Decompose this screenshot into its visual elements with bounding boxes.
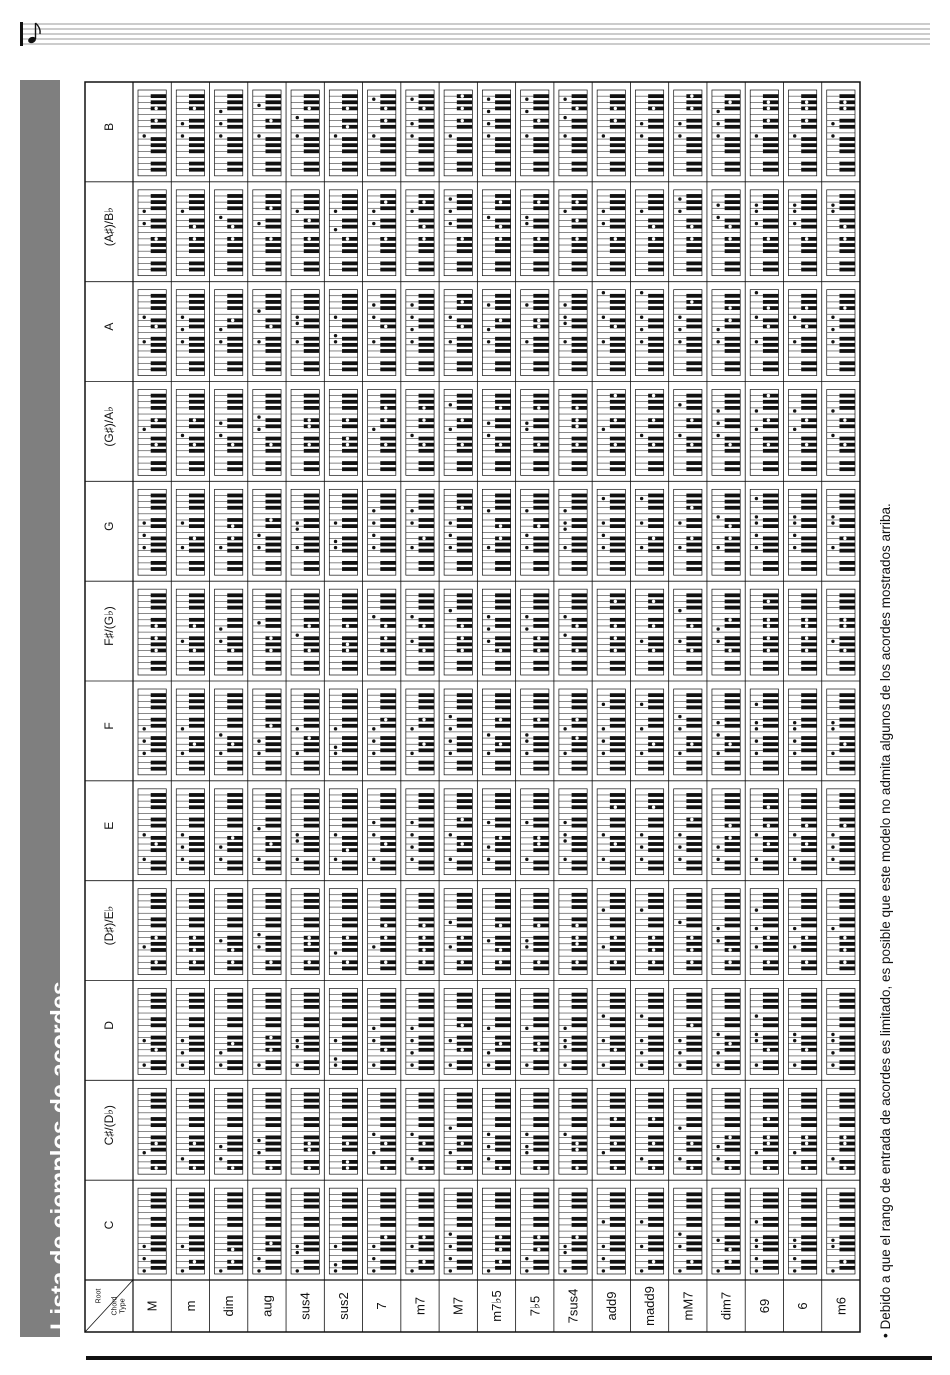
keyboard-diagram (253, 789, 281, 875)
keyboard-diagram (368, 489, 396, 575)
keyboard-diagram (138, 789, 166, 875)
keyboard-diagram (597, 290, 625, 376)
keyboard-diagram (597, 689, 625, 775)
keyboard-diagram (329, 889, 357, 975)
keyboard-diagram (253, 1088, 281, 1174)
keyboard-diagram (712, 290, 740, 376)
keyboard-diagram (444, 290, 472, 376)
chord-type-label: m6 (833, 1296, 849, 1316)
keyboard-diagram (521, 1188, 549, 1274)
keyboard-diagram (750, 789, 778, 875)
keyboard-diagram (712, 989, 740, 1075)
root-label: (A♯)/B♭ (102, 207, 116, 247)
keyboard-diagram (329, 90, 357, 176)
keyboard-diagram (788, 689, 816, 775)
keyboard-diagram (215, 1188, 243, 1274)
keyboard-diagram (635, 190, 663, 276)
keyboard-diagram (291, 589, 319, 675)
keyboard-diagram (750, 989, 778, 1075)
keyboard-diagram (215, 489, 243, 575)
keyboard-diagram (482, 90, 510, 176)
keyboard-diagram (712, 90, 740, 176)
keyboard-diagram (559, 589, 587, 675)
keyboard-diagram (712, 589, 740, 675)
keyboard-diagram (406, 1188, 434, 1274)
keyboard-diagram (253, 989, 281, 1075)
keyboard-diagram (444, 489, 472, 575)
chord-type-label: dim7 (718, 1291, 734, 1321)
keyboard-diagram (406, 190, 434, 276)
keyboard-diagram (215, 90, 243, 176)
keyboard-diagram (215, 390, 243, 476)
keyboard-diagram (138, 589, 166, 675)
keyboard-diagram (329, 489, 357, 575)
keyboard-diagram (176, 489, 204, 575)
keyboard-diagram (750, 689, 778, 775)
keyboard-diagram (444, 190, 472, 276)
keyboard-diagram (750, 589, 778, 675)
chord-type-label: m7 (412, 1296, 428, 1316)
keyboard-diagram (253, 190, 281, 276)
root-label: D (102, 1021, 116, 1030)
keyboard-diagram (635, 789, 663, 875)
keyboard-diagram (406, 789, 434, 875)
keyboard-diagram (291, 489, 319, 575)
keyboard-diagram (788, 489, 816, 575)
keyboard-diagram (176, 789, 204, 875)
keyboard-diagram (368, 1088, 396, 1174)
keyboard-diagram (559, 90, 587, 176)
keyboard-diagram (674, 789, 702, 875)
keyboard-diagram (329, 190, 357, 276)
keyboard-diagram (444, 390, 472, 476)
keyboard-diagram (368, 1188, 396, 1274)
keyboard-diagram (559, 689, 587, 775)
header-chord-label: Chord (111, 1296, 119, 1316)
keyboard-diagram (827, 989, 855, 1075)
keyboard-diagram (635, 589, 663, 675)
keyboard-diagram (482, 989, 510, 1075)
keyboard-diagram (482, 789, 510, 875)
keyboard-diagram (827, 789, 855, 875)
keyboard-diagram (674, 1188, 702, 1274)
root-label: C (102, 1220, 116, 1230)
keyboard-diagram (482, 689, 510, 775)
keyboard-diagram (559, 489, 587, 575)
keyboard-diagram (635, 889, 663, 975)
keyboard-diagram (291, 190, 319, 276)
keyboard-diagram (291, 1088, 319, 1174)
keyboard-diagram (597, 390, 625, 476)
keyboard-diagram (253, 1188, 281, 1274)
keyboard-diagram (750, 889, 778, 975)
keyboard-diagram (444, 889, 472, 975)
keyboard-diagram (559, 789, 587, 875)
keyboard-diagram (521, 889, 549, 975)
keyboard-diagram (482, 290, 510, 376)
keyboard-diagram (291, 689, 319, 775)
keyboard-diagram (635, 1088, 663, 1174)
keyboard-diagram (597, 489, 625, 575)
keyboard-diagram (597, 1188, 625, 1274)
chord-type-label: M (144, 1300, 160, 1312)
chord-type-label: madd9 (642, 1286, 658, 1326)
keyboard-diagram (712, 789, 740, 875)
keyboard-diagram (406, 589, 434, 675)
keyboard-diagram (138, 1188, 166, 1274)
keyboard-diagram (406, 889, 434, 975)
keyboard-diagram (368, 589, 396, 675)
keyboard-diagram (597, 989, 625, 1075)
keyboard-diagram (521, 90, 549, 176)
keyboard-diagram (368, 90, 396, 176)
root-label: G (102, 521, 116, 531)
keyboard-diagram (138, 489, 166, 575)
keyboard-diagram (674, 989, 702, 1075)
keyboard-diagram (329, 689, 357, 775)
keyboard-diagram (635, 989, 663, 1075)
keyboard-diagram (827, 489, 855, 575)
keyboard-diagram (712, 1188, 740, 1274)
keyboard-diagram (559, 989, 587, 1075)
root-label: B (102, 122, 116, 131)
keyboard-diagram (406, 1088, 434, 1174)
keyboard-diagram (329, 789, 357, 875)
keyboard-diagram (750, 489, 778, 575)
chord-type-label: 7 (374, 1302, 390, 1310)
keyboard-diagram (788, 190, 816, 276)
keyboard-diagram (406, 989, 434, 1075)
header-root-label: Root (95, 1288, 103, 1304)
keyboard-diagram (138, 190, 166, 276)
keyboard-diagram (253, 90, 281, 176)
root-label: F (102, 722, 116, 730)
keyboard-diagram (674, 489, 702, 575)
keyboard-diagram (827, 190, 855, 276)
root-label: E (102, 821, 116, 830)
keyboard-diagram (827, 90, 855, 176)
keyboard-diagram (253, 689, 281, 775)
chord-type-label: sus2 (335, 1292, 351, 1320)
keyboard-diagram (176, 390, 204, 476)
keyboard-diagram (750, 190, 778, 276)
keyboard-diagram (329, 1188, 357, 1274)
keyboard-diagram (674, 889, 702, 975)
keyboard-diagram (597, 889, 625, 975)
keyboard-diagram (482, 1188, 510, 1274)
keyboard-diagram (597, 90, 625, 176)
keyboard-diagram (368, 190, 396, 276)
keyboard-diagram (176, 889, 204, 975)
keyboard-diagram (712, 190, 740, 276)
keyboard-diagram (521, 190, 549, 276)
keyboard-diagram (253, 589, 281, 675)
keyboard-diagram (215, 1088, 243, 1174)
keyboard-diagram (827, 1088, 855, 1174)
keyboard-diagram (597, 190, 625, 276)
page-title: Lista de ejemplos de acordes (46, 981, 74, 1330)
chord-type-label: 7♭5 (527, 1295, 543, 1317)
keyboard-diagram (712, 689, 740, 775)
keyboard-diagram (521, 789, 549, 875)
keyboard-diagram (444, 789, 472, 875)
keyboard-diagram (521, 390, 549, 476)
keyboard-diagram (674, 190, 702, 276)
keyboard-diagram (788, 290, 816, 376)
keyboard-diagram (176, 1088, 204, 1174)
keyboard-diagram (138, 290, 166, 376)
keyboard-diagram (827, 290, 855, 376)
keyboard-diagram (788, 90, 816, 176)
keyboard-diagram (444, 90, 472, 176)
keyboard-diagram (444, 1188, 472, 1274)
keyboard-diagram (138, 689, 166, 775)
keyboard-diagram (635, 1188, 663, 1274)
keyboard-diagram (253, 889, 281, 975)
keyboard-diagram (674, 689, 702, 775)
keyboard-diagram (444, 689, 472, 775)
keyboard-diagram (368, 889, 396, 975)
keyboard-diagram (674, 589, 702, 675)
root-label: C♯/(D♭) (102, 1105, 116, 1146)
keyboard-diagram (635, 489, 663, 575)
keyboard-diagram (827, 589, 855, 675)
keyboard-diagram (482, 589, 510, 675)
keyboard-diagram (597, 789, 625, 875)
keyboard-diagram (291, 789, 319, 875)
keyboard-diagram (827, 889, 855, 975)
keyboard-diagram (521, 689, 549, 775)
chord-type-label: 69 (756, 1298, 772, 1314)
keyboard-diagram (138, 390, 166, 476)
root-label: F♯/(G♭) (102, 606, 116, 646)
keyboard-diagram (176, 689, 204, 775)
keyboard-diagram (368, 290, 396, 376)
keyboard-diagram (368, 390, 396, 476)
keyboard-diagram (635, 689, 663, 775)
keyboard-diagram (176, 1188, 204, 1274)
keyboard-diagram (597, 589, 625, 675)
footnote: • Debido a que el rango de entrada de acordes es limitado, es posible que este modelo no admita algunos de los acordes mostrados arriba. (878, 503, 893, 1338)
keyboard-diagram (329, 589, 357, 675)
keyboard-diagram (215, 789, 243, 875)
keyboard-diagram (712, 489, 740, 575)
keyboard-diagram (635, 290, 663, 376)
keyboard-diagram (750, 90, 778, 176)
header-type-label: Type (119, 1298, 127, 1314)
keyboard-diagram (253, 489, 281, 575)
keyboard-diagram (674, 90, 702, 176)
keyboard-diagram (559, 390, 587, 476)
keyboard-diagram (750, 1088, 778, 1174)
chord-type-label: M7 (450, 1296, 466, 1316)
keyboard-diagram (712, 1088, 740, 1174)
keyboard-diagram (138, 889, 166, 975)
keyboard-diagram (827, 390, 855, 476)
keyboard-diagram (788, 589, 816, 675)
keyboard-diagram (253, 390, 281, 476)
keyboard-diagram (176, 989, 204, 1075)
keyboard-diagram (329, 989, 357, 1075)
keyboard-diagram (406, 489, 434, 575)
keyboard-diagram (674, 290, 702, 376)
chord-type-label: m7♭5 (489, 1290, 504, 1322)
keyboard-diagram (291, 290, 319, 376)
keyboard-diagram (253, 290, 281, 376)
keyboard-diagram (788, 390, 816, 476)
keyboard-diagram (176, 290, 204, 376)
keyboard-diagram (444, 1088, 472, 1174)
keyboard-diagram (521, 489, 549, 575)
chord-type-label: dim (221, 1295, 237, 1317)
keyboard-diagram (788, 889, 816, 975)
keyboard-diagram (559, 1088, 587, 1174)
root-label: (D♯)/E♭ (102, 905, 116, 946)
chord-type-label: mM7 (680, 1291, 696, 1321)
chord-type-label: add9 (603, 1291, 619, 1321)
keyboard-diagram (521, 290, 549, 376)
chord-type-label: m (182, 1300, 198, 1312)
keyboard-diagram (674, 390, 702, 476)
keyboard-diagram (521, 589, 549, 675)
keyboard-diagram (750, 290, 778, 376)
keyboard-diagram (138, 1088, 166, 1174)
keyboard-diagram (559, 190, 587, 276)
keyboard-diagram (368, 689, 396, 775)
keyboard-diagram (712, 390, 740, 476)
chord-type-label: 7sus4 (565, 1288, 581, 1324)
keyboard-diagram (559, 1188, 587, 1274)
keyboard-diagram (712, 889, 740, 975)
keyboard-diagram (444, 989, 472, 1075)
keyboard-diagram (750, 1188, 778, 1274)
keyboard-diagram (406, 90, 434, 176)
keyboard-diagram (788, 789, 816, 875)
keyboard-diagram (291, 989, 319, 1075)
keyboard-diagram (176, 90, 204, 176)
keyboard-diagram (559, 889, 587, 975)
chord-type-label: sus4 (297, 1292, 313, 1320)
keyboard-diagram (215, 190, 243, 276)
chord-type-label: aug (259, 1295, 275, 1317)
keyboard-diagram (635, 390, 663, 476)
keyboard-diagram (444, 589, 472, 675)
keyboard-diagram (482, 1088, 510, 1174)
keyboard-diagram (329, 290, 357, 376)
keyboard-diagram (291, 390, 319, 476)
keyboard-diagram (788, 1088, 816, 1174)
keyboard-diagram (635, 90, 663, 176)
keyboard-diagram (215, 889, 243, 975)
keyboard-diagram (482, 390, 510, 476)
keyboard-diagram (329, 1088, 357, 1174)
keyboard-diagram (176, 190, 204, 276)
keyboard-diagram (138, 90, 166, 176)
keyboard-diagram (482, 190, 510, 276)
keyboard-diagram (215, 989, 243, 1075)
keyboard-diagram (406, 390, 434, 476)
keyboard-diagram (291, 889, 319, 975)
keyboard-diagram (368, 989, 396, 1075)
keyboard-diagram (788, 1188, 816, 1274)
keyboard-diagram (176, 589, 204, 675)
keyboard-diagram (482, 889, 510, 975)
bottom-rule (86, 1356, 932, 1360)
keyboard-diagram (674, 1088, 702, 1174)
keyboard-diagram (788, 989, 816, 1075)
keyboard-diagram (406, 290, 434, 376)
keyboard-diagram (482, 489, 510, 575)
root-label: (G♯)/A♭ (102, 406, 116, 447)
keyboard-diagram (368, 789, 396, 875)
keyboard-diagram (597, 1088, 625, 1174)
keyboard-diagram (521, 989, 549, 1075)
keyboard-diagram (215, 689, 243, 775)
root-label: A (102, 322, 116, 331)
keyboard-diagram (215, 290, 243, 376)
keyboard-diagram (559, 290, 587, 376)
keyboard-diagram (406, 689, 434, 775)
chord-type-label: 6 (795, 1302, 811, 1310)
keyboard-diagram (215, 589, 243, 675)
keyboard-diagram (521, 1088, 549, 1174)
keyboard-diagram (138, 989, 166, 1075)
keyboard-diagram (827, 1188, 855, 1274)
keyboard-diagram (291, 90, 319, 176)
keyboard-diagram (291, 1188, 319, 1274)
keyboard-diagram (750, 390, 778, 476)
keyboard-diagram (329, 390, 357, 476)
keyboard-diagram (827, 689, 855, 775)
